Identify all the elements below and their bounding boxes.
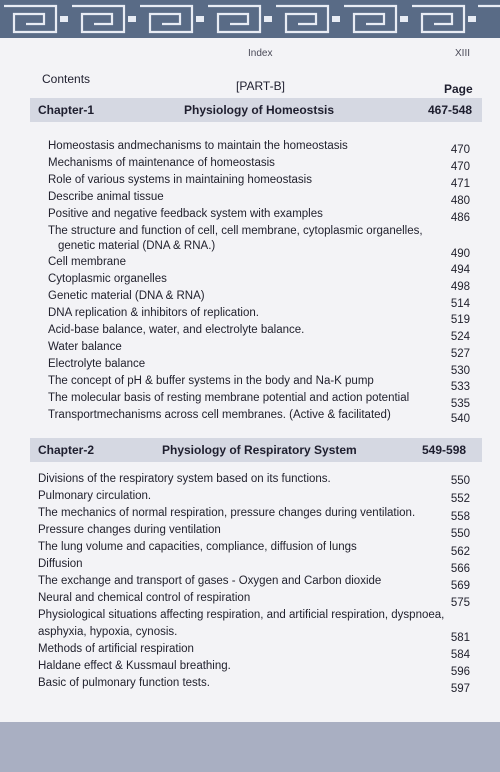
- toc-entry-page: 562: [450, 546, 470, 558]
- toc-entry-title: Genetic material (DNA & RNA): [48, 290, 205, 302]
- toc-entry-page: 597: [450, 683, 470, 695]
- toc-entry: [0, 660, 500, 676]
- toc-entry-title: Describe animal tissue: [48, 191, 164, 203]
- decorative-border-band: [0, 0, 500, 38]
- chapter-1-title: Physiology of Homeostsis: [184, 103, 335, 117]
- toc-entry: [0, 191, 500, 207]
- chapter-1-header: [30, 98, 482, 122]
- toc-entry-title: Acid-base balance, water, and electrolyte balance.: [48, 324, 305, 336]
- toc-entry-title: Divisions of the respiratory system based on its functions.: [38, 473, 331, 485]
- toc-entry-page: 533: [450, 381, 470, 393]
- toc-entry: [0, 575, 500, 591]
- toc-entry-page: 470: [450, 144, 470, 156]
- index-label: Index: [248, 48, 273, 59]
- contents-row: [30, 64, 480, 94]
- toc-entry: [0, 643, 500, 659]
- toc-entry-title: DNA replication & inhibitors of replication.: [48, 307, 259, 319]
- toc-entry-page: 581: [450, 632, 470, 644]
- toc-entry-title: asphyxia, hypoxia, cynosis.: [38, 626, 178, 638]
- toc-entry-title: Basic of pulmonary function tests.: [38, 677, 210, 689]
- toc-entry-page: 596: [450, 666, 470, 678]
- greek-key-pattern-icon: [0, 0, 500, 38]
- toc-entry-title: Diffusion: [38, 558, 83, 570]
- toc-entry-page: 550: [450, 528, 470, 540]
- toc-entry-page: 480: [450, 195, 470, 207]
- toc-entry-page: 550: [450, 475, 470, 487]
- toc-entry: [0, 225, 500, 241]
- toc-entry-page: 486: [450, 212, 470, 224]
- toc-entry-title: Pressure changes during ventilation: [38, 524, 221, 536]
- toc-entry-title: Haldane effect & Kussmaul breathing.: [38, 660, 231, 672]
- toc-entry: [0, 524, 500, 540]
- toc-entry: [0, 626, 500, 642]
- toc-entry-title: The structure and function of cell, cell membrane, cytoplasmic organelles,: [48, 225, 423, 237]
- toc-entry-title: Neural and chemical control of respiration: [38, 592, 251, 604]
- toc-entry-page: 490: [450, 248, 470, 260]
- toc-entry-title: Homeostasis andmechanisms to maintain the homeostasis: [48, 140, 348, 152]
- toc-entry-title: Cytoplasmic organelles: [48, 273, 167, 285]
- toc-entry: [0, 208, 500, 224]
- chapter-2-header: [30, 438, 482, 462]
- toc-entry-title: Methods of artificial respiration: [38, 643, 194, 655]
- toc-entry: [0, 256, 500, 276]
- toc-entry: [0, 174, 500, 190]
- toc-entry-page: 527: [450, 348, 470, 360]
- toc-entry-page: 514: [450, 298, 470, 310]
- toc-entry-page: 566: [450, 563, 470, 575]
- toc-entry: [0, 490, 500, 506]
- toc-entry: [0, 558, 500, 574]
- page-number-roman: XIII: [455, 48, 471, 59]
- toc-entry-page: 584: [450, 649, 470, 661]
- chapter-2-range: 549-598: [422, 443, 467, 457]
- toc-entry: [0, 375, 500, 391]
- toc-entry-page: 498: [450, 281, 470, 293]
- toc-entry-title: The mechanics of normal respiration, pressure changes during ventilation.: [38, 507, 416, 519]
- bottom-margin: [0, 722, 500, 772]
- toc-entry: [0, 273, 500, 293]
- toc-entry: [0, 392, 500, 408]
- toc-entry-title: The molecular basis of resting membrane potential and action potential: [48, 392, 410, 404]
- toc-entry: [0, 592, 500, 608]
- toc-entry: [0, 409, 500, 425]
- toc-entry-title: Water balance: [48, 341, 122, 353]
- toc-entry-title: Electrolyte balance: [48, 358, 146, 370]
- toc-entry: [0, 307, 500, 326]
- toc-entry-title: genetic material (DNA & RNA.): [58, 240, 216, 252]
- toc-entry-page: 569: [450, 580, 470, 592]
- toc-entry-page: 558: [450, 511, 470, 523]
- toc-entry-page: 552: [450, 493, 470, 505]
- chapter-1-range: 467-548: [428, 103, 473, 117]
- chapter-2-label: Chapter-2: [38, 443, 95, 457]
- toc-entry: [0, 358, 500, 377]
- toc-entry-title: Pulmonary circulation.: [38, 490, 152, 502]
- toc-entry: [0, 240, 500, 260]
- toc-entry-title: Cell membrane: [48, 256, 126, 268]
- toc-entry-title: The concept of pH & buffer systems in the body and Na-K pump: [48, 375, 374, 387]
- toc-entry: [0, 541, 500, 557]
- toc-entry-page: 524: [450, 331, 470, 343]
- part-label: [PART-B]: [236, 79, 285, 93]
- toc-entry: [0, 341, 500, 360]
- contents-label: Contents: [42, 72, 91, 86]
- toc-entry-title: Positive and negative feedback system with examples: [48, 208, 323, 220]
- toc-entry-page: 494: [450, 264, 470, 276]
- toc-entry-page: 540: [450, 413, 470, 425]
- toc-entry-title: The lung volume and capacities, compliance, diffusion of lungs: [38, 541, 357, 553]
- toc-entry: [0, 140, 500, 156]
- toc-entry: [0, 473, 500, 489]
- toc-entry-title: Physiological situations affecting respiration, and artificial respiration, dyspnoea,: [38, 609, 445, 621]
- toc-entry-page: 575: [450, 597, 470, 609]
- toc-entry: [0, 324, 500, 343]
- chapter-1-label: Chapter-1: [38, 103, 95, 117]
- toc-entry: [0, 677, 500, 693]
- toc-entry-page: 519: [450, 314, 470, 326]
- toc-entry-page: 470: [450, 161, 470, 173]
- chapter-2-title: Physiology of Respiratory System: [162, 443, 357, 457]
- toc-entry-page: 530: [450, 365, 470, 377]
- toc-entry: [0, 507, 500, 523]
- toc-entry: [0, 290, 500, 310]
- toc-entry-page: 535: [450, 398, 470, 410]
- page-column-label: Page: [444, 82, 473, 96]
- toc-entry: [0, 157, 500, 173]
- toc-entry: [0, 609, 500, 625]
- toc-entry-page: 471: [450, 178, 470, 190]
- toc-entry-title: Role of various systems in maintaining homeostasis: [48, 174, 312, 186]
- toc-entry-title: Transportmechanisms across cell membranes. (Active & facilitated): [48, 409, 391, 421]
- toc-entry-title: The exchange and transport of gases - Oxygen and Carbon dioxide: [38, 575, 382, 587]
- toc-entry-title: Mechanisms of maintenance of homeostasis: [48, 157, 275, 169]
